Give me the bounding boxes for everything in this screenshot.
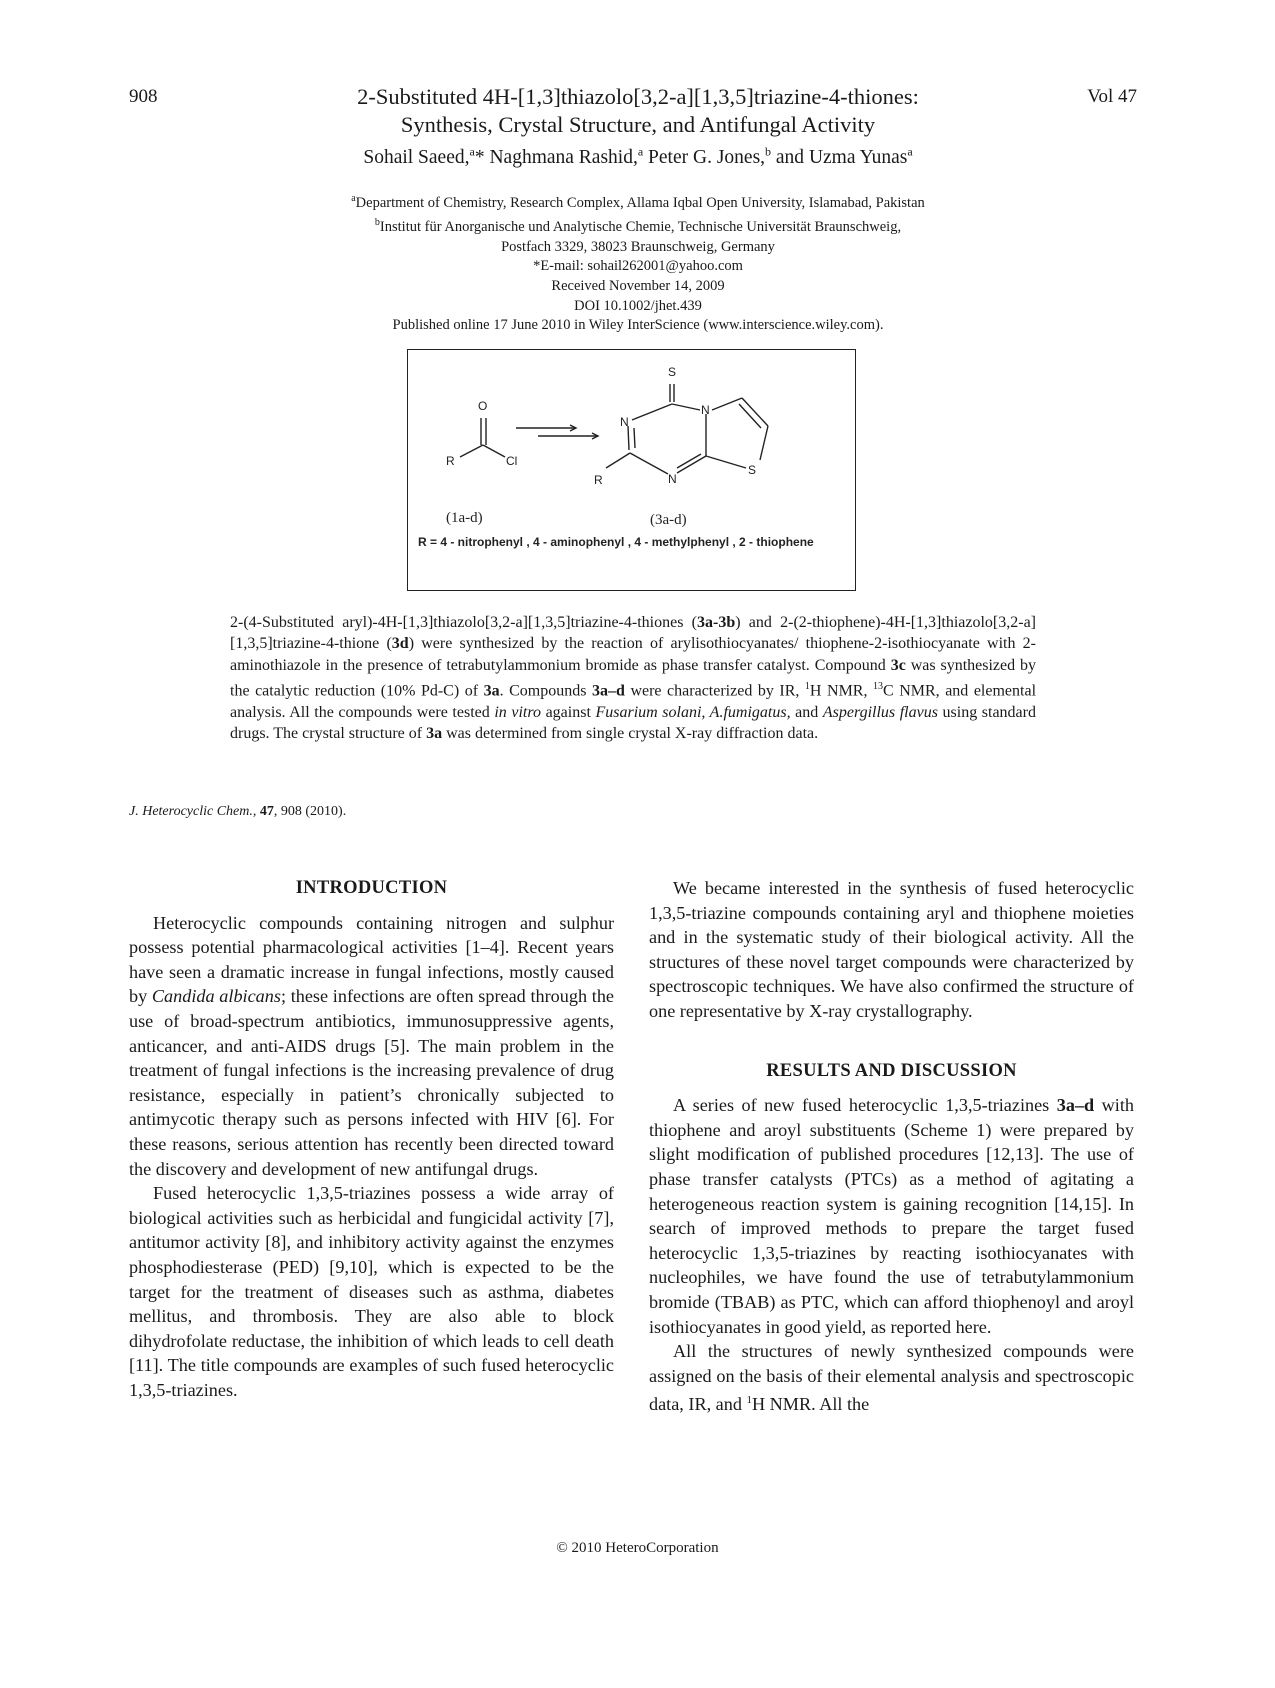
atom-r-left: R xyxy=(446,454,455,468)
affiliations xyxy=(250,189,1026,336)
author-4: and Uzma Yunas$^a$ xyxy=(775,144,913,168)
ring-bond-c4-n3 xyxy=(632,404,672,420)
cl-bond xyxy=(483,445,505,457)
ring-bond-n1-c8a xyxy=(677,456,706,473)
atom-cl: Cl xyxy=(506,454,518,468)
atom-s-ring: S xyxy=(748,463,757,477)
reaction-scheme xyxy=(407,349,856,591)
atom-n-left: N xyxy=(620,415,629,429)
ring-bond-c4-n5 xyxy=(672,404,700,410)
thiazole-bond-n-c xyxy=(712,398,742,410)
author-1: Sohail Saeed,$^a$* xyxy=(363,144,485,168)
copyright-footer: © 2010 HeteroCorporation xyxy=(556,1540,719,1556)
results-heading: RESULTS AND DISCUSSION xyxy=(766,1060,1017,1081)
intro-paragraph-2: Fused heterocyclic 1,3,5-triazines possess a wide array of biological activities such as herbicidal and fungicidal activity [7], antitumor activity [8], and inhibitory activity against the enzymes phosphodiesterase (PED) [9,10], which is expected to be the target for the treatment of diseases such as asthma, diabetes mellitus, and thrombosis. They are also able to block dihydrofolate reductase, the inhibition of which leads to cell death [11]. The title compounds are examples of such fused heterocyclic 1,3,5-triazines. xyxy=(129,1183,614,1400)
journal-citation: J. Heterocyclic Chem., 47, 908 (2010). xyxy=(129,804,347,819)
thiazole-bond-s-c xyxy=(706,456,746,468)
atom-n-right: N xyxy=(701,403,710,417)
ring-bond-n3-c2 xyxy=(628,426,629,450)
published-online: Published online 17 June 2010 in Wiley InterScience (www.interscience.wiley.com). xyxy=(392,317,884,334)
abstract: 2-(4-Substituted aryl)-4H-[1,3]thiazolo[3,2-a][1,3,5]triazine-4-thiones (3a-3b) and 2-(2-thiophene)-4H-[1,3]thiazolo[3,2-a][1,3,5]triazine-4-thione (3d) were synthesized by the reaction of arylisothiocyanates/ thiophene-2-isothiocyanate with 2-aminothiazole in the presence of tetrabutylammonium bromide as phase transfer catalyst. Compound 3c was synthesized by the catalytic reduction (10% Pd-C) of 3a. Compounds 3a–d were characterized by IR, $^1$H NMR, $^{13}$C NMR, and elemental analysis. All the compounds were tested in vitro against Fusarium solani, A.fumigatus, and Aspergillus flavus using standard drugs. The crystal structure of 3a was determined from single crystal X-ray diffraction data. xyxy=(230,614,1037,743)
results-paragraph-1: A series of new fused heterocyclic 1,3,5-triazines 3a–d with thiophene and aroyl substituents (Scheme 1) were prepared by slight modification of published procedures [12,13]. The use of phase transfer catalysts (PTCs) as a method of agitating a heterogeneous reaction system is gaining recognition [14,15]. In search of improved methods to prepare the target fused heterocyclic 1,3,5-triazines by reacting isothiocyanates with nucleophiles, we have found the use of tetrabutylammonium bromide (TBAB) as PTC, which can afford thiophenoyl and aroyl isothiocyanates in good yield, as reported here. xyxy=(649,1095,1134,1337)
page-number: 908 xyxy=(129,86,158,107)
thiazole-bond-c-s xyxy=(760,426,768,460)
atom-o: O xyxy=(478,399,488,413)
introduction-heading: INTRODUCTION xyxy=(295,878,448,898)
title-line-2: Synthesis, Crystal Structure, and Antifungal Activity xyxy=(400,112,876,137)
intro-paragraph-1: Heterocyclic compounds containing nitrogen and sulphur possess potential pharmacological activities [1–4]. Recent years have seen a dramatic increase in fungal infections, mostly caused by Candida albicans; these infections are often spread through the use of broad-spectrum antibiotics, immunosuppressive agents, anticancer, and anti-AIDS drugs [5]. The main problem in the treatment of fungal infections is the increasing prevalence of drug resistance, especially in patient’s chronically subjected to antimycotic therapy such as persons infected with HIV [6]. For these reasons, serious attention has recently been directed toward the discovery and development of new antifungal drugs. xyxy=(129,912,614,1179)
r-bond-left xyxy=(460,445,483,457)
r-substituent-definition: R = 4 - nitrophenyl , 4 - aminophenyl , 4 - methylphenyl , 2 - thiophene xyxy=(418,535,814,549)
ring-bond-n3-c2-double xyxy=(634,428,635,448)
right-column xyxy=(649,876,1134,1417)
results-paragraph-2: All the structures of newly synthesized compounds were assigned on the basis of their elemental analysis and spectroscopic data, IR, and $^1$H NMR. All the xyxy=(649,1341,1134,1415)
affiliation-a: $^a$Department of Chemistry, Research Complex, Allama Iqbal Open University, Islamabad, Pakistan xyxy=(351,193,925,211)
affiliation-b-address: Postfach 3329, 38023 Braunschweig, Germany xyxy=(501,238,775,255)
doi: DOI 10.1002/jhet.439 xyxy=(574,297,702,314)
affiliation-b: $^b$Institut für Anorganische und Analytische Chemie, Technische Universität Braunschweig, xyxy=(374,217,902,236)
corresponding-email: *E-mail: sohail262001@yahoo.com xyxy=(533,258,743,275)
volume-label: Vol 47 xyxy=(1087,86,1137,107)
left-column xyxy=(129,876,614,1402)
author-3: Peter G. Jones,$^b$ xyxy=(648,144,772,168)
author-2: Naghmana Rashid,$^a$ xyxy=(489,144,644,168)
scheme-drawing xyxy=(408,350,857,592)
caption-3a-d: (3a-d) xyxy=(650,512,687,528)
title-line-1: 2-Substituted 4H-[1,3]thiazolo[3,2-a][1,3,5]triazine-4-thiones: xyxy=(357,84,919,109)
right-paragraph-1: We became interested in the synthesis of fused heterocyclic 1,3,5-triazine compounds containing aryl and thiophene moieties and in the systematic study of their biological activity. All the structures of these novel target compounds were characterized by spectroscopic techniques. We have also confirmed the structure of one representative by X-ray crystallography. xyxy=(649,878,1134,1021)
atom-s-thione: S xyxy=(668,365,677,379)
ring-bond-c2-n1 xyxy=(630,453,668,474)
caption-1a-d: (1a-d) xyxy=(446,510,483,526)
r-bond-right xyxy=(606,453,630,468)
atom-n-bottom: N xyxy=(668,472,677,486)
received-date: Received November 14, 2009 xyxy=(551,278,725,295)
author-list xyxy=(250,144,1026,169)
article-title xyxy=(250,83,1026,139)
atom-r-right: R xyxy=(594,473,603,487)
